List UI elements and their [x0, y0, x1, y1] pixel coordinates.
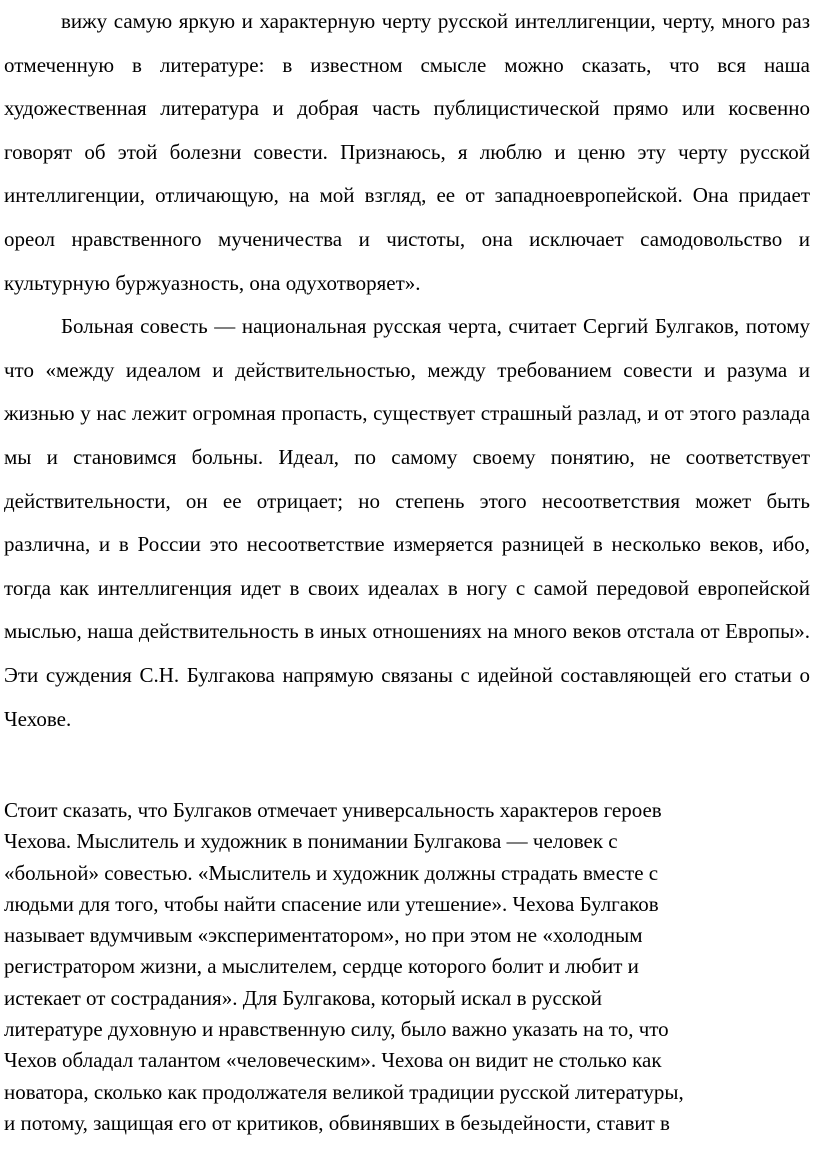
paragraph-bulgakov-conscience: Больная совесть — национальная русская черта, считает Сергий Булгаков, потому что «между идеалом и действительностью, между требованием совести и разума и жизнью у нас лежит огромная пропасть, существует страшный разлад, и от этого разлада мы и становимся больны. Идеал, по самому своему понятию, не соответствует действительности, он ее отрицает; но степень этого несоответствия может быть различна, и в России это несоответствие измеряется разницей в несколько веков, ибо, тогда как интеллигенция идет в своих идеалах в ногу с самой передовой европейской мыслью, наша действительность в иных отношениях на много веков отстала от Европы». Эти суждения С.Н. Булгакова напрямую связаны с идейной составляющей его статьи о Чехове.	[4, 314, 810, 731]
text-line: Чехова. Мыслитель и художник в понимании Булгакова — человек с	[4, 829, 618, 854]
text-line: литературе духовную и нравственную силу, было важно указать на то, что	[4, 1017, 669, 1042]
text-line: Чехов обладал талантом «человеческим». Чехова он видит не столько как	[4, 1048, 662, 1073]
text-line: Стоит сказать, что Булгаков отмечает универсальность характеров героев	[4, 798, 662, 822]
text-line: регистратором жизни, а мыслителем, сердце которого болит и любит и	[4, 954, 639, 979]
paragraph-continuation: вижу самую яркую и характерную черту русской интеллигенции, черту, много раз отмеченную в литературе: в известном смысле можно сказать, что вся наша художественная литература и добрая часть публицистической прямо или косвенно говорят об этой болезни совести. Признаюсь, я люблю и ценю эту черту русской интеллигенции, отличающую, на мой взгляд, ее от западноевропейской. Она придает ореол нравственного мученичества и чистоты, она исключает самодовольство и культурную буржуазность, она одухотворяет».	[4, 9, 810, 295]
text-line: истекает от сострадания». Для Булгакова, который искал в русской	[4, 985, 602, 1010]
text-line: людьми для того, чтобы найти спасение или утешение». Чехова Булгаков	[4, 891, 659, 916]
text-line: «больной» совестью. «Мыслитель и художник должны страдать вместе с	[4, 860, 659, 885]
double-spaced-text-block	[4, 0, 810, 741]
single-spaced-text-block	[4, 795, 810, 1139]
text-line: называет вдумчивым «экспериментатором», но при этом не «холодным	[4, 923, 643, 948]
text-line: новатора, сколько как продолжателя великой традиции русской литературы,	[4, 1079, 684, 1104]
text-line: и потому, защищая его от критиков, обвинявших в безыдейности, ставит в	[4, 1110, 670, 1135]
